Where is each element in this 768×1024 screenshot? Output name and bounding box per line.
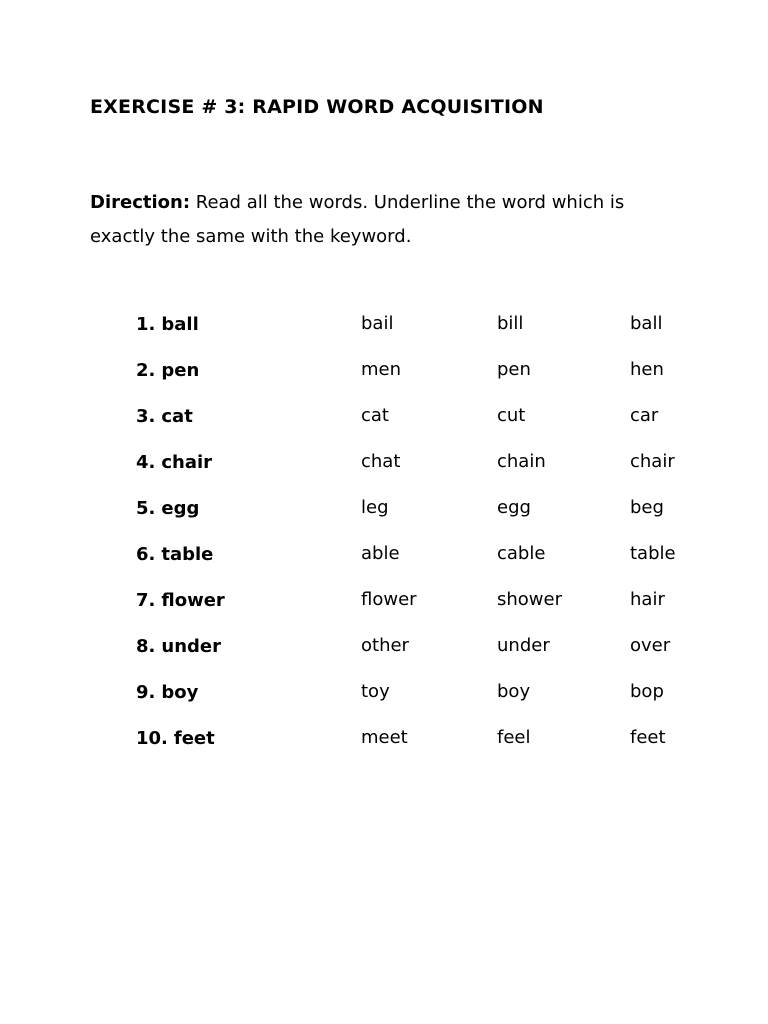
keyword-text: chair xyxy=(161,452,213,473)
option-word[interactable]: car xyxy=(630,405,659,426)
keyword-text: cat xyxy=(161,406,193,427)
keyword xyxy=(136,590,225,611)
item-number: 8. xyxy=(136,636,156,657)
word-row xyxy=(0,486,768,532)
option-word[interactable]: chain xyxy=(497,451,546,472)
item-number: 7. xyxy=(136,590,156,611)
keyword xyxy=(136,360,199,381)
keyword xyxy=(136,544,213,565)
word-row xyxy=(0,394,768,440)
word-row xyxy=(0,440,768,486)
option-word[interactable]: shower xyxy=(497,589,562,610)
word-row xyxy=(0,670,768,716)
keyword-text: pen xyxy=(161,360,200,381)
keyword-text: boy xyxy=(161,682,199,703)
item-number: 4. xyxy=(136,452,156,473)
word-row xyxy=(0,348,768,394)
keyword xyxy=(136,498,199,519)
keyword xyxy=(136,682,198,703)
word-row xyxy=(0,578,768,624)
keyword-text: under xyxy=(161,636,221,657)
keyword xyxy=(136,636,221,657)
keyword-text: feet xyxy=(173,728,215,749)
word-row xyxy=(0,532,768,578)
keyword-text: egg xyxy=(161,498,200,519)
option-word[interactable]: bop xyxy=(630,681,664,702)
item-number: 5. xyxy=(136,498,156,519)
keyword xyxy=(136,452,212,473)
exercise-title: EXERCISE # 3: RAPID WORD ACQUISITION xyxy=(90,96,544,118)
option-word[interactable]: table xyxy=(630,543,676,564)
option-word[interactable]: cable xyxy=(497,543,546,564)
option-word[interactable]: leg xyxy=(361,497,389,518)
direction-label: Direction: xyxy=(90,192,191,213)
item-number: 3. xyxy=(136,406,156,427)
option-word[interactable]: bill xyxy=(497,313,524,334)
item-number: 6. xyxy=(136,544,156,565)
option-word[interactable]: feet xyxy=(630,727,666,748)
direction-paragraph xyxy=(90,186,680,254)
item-number: 2. xyxy=(136,360,156,381)
option-word[interactable]: egg xyxy=(497,497,531,518)
option-word[interactable]: under xyxy=(497,635,550,656)
option-word[interactable]: hen xyxy=(630,359,664,380)
option-word[interactable]: men xyxy=(361,359,402,380)
keyword xyxy=(136,728,215,749)
option-word[interactable]: hair xyxy=(630,589,665,610)
item-number: 1. xyxy=(136,314,156,335)
option-word[interactable]: feel xyxy=(497,727,531,748)
word-row xyxy=(0,302,768,348)
item-number: 10. xyxy=(136,728,168,749)
direction-text: Read all the words. Underline the word which is exactly the same with the keyword. xyxy=(90,192,625,247)
option-word[interactable]: toy xyxy=(361,681,390,702)
keyword-text: ball xyxy=(161,314,199,335)
word-row xyxy=(0,624,768,670)
option-word[interactable]: ball xyxy=(630,313,663,334)
option-word[interactable]: other xyxy=(361,635,409,656)
option-word[interactable]: able xyxy=(361,543,400,564)
keyword xyxy=(136,314,199,335)
option-word[interactable]: chair xyxy=(630,451,675,472)
keyword-text: table xyxy=(161,544,214,565)
option-word[interactable]: cat xyxy=(361,405,389,426)
word-row xyxy=(0,716,768,762)
option-word[interactable]: meet xyxy=(361,727,408,748)
option-word[interactable]: bail xyxy=(361,313,394,334)
keyword xyxy=(136,406,193,427)
option-word[interactable]: beg xyxy=(630,497,664,518)
keyword-text: flower xyxy=(161,590,225,611)
option-word[interactable]: cut xyxy=(497,405,526,426)
word-list xyxy=(0,302,768,762)
option-word[interactable]: flower xyxy=(361,589,417,610)
option-word[interactable]: boy xyxy=(497,681,531,702)
option-word[interactable]: over xyxy=(630,635,671,656)
option-word[interactable]: pen xyxy=(497,359,531,380)
item-number: 9. xyxy=(136,682,156,703)
option-word[interactable]: chat xyxy=(361,451,401,472)
